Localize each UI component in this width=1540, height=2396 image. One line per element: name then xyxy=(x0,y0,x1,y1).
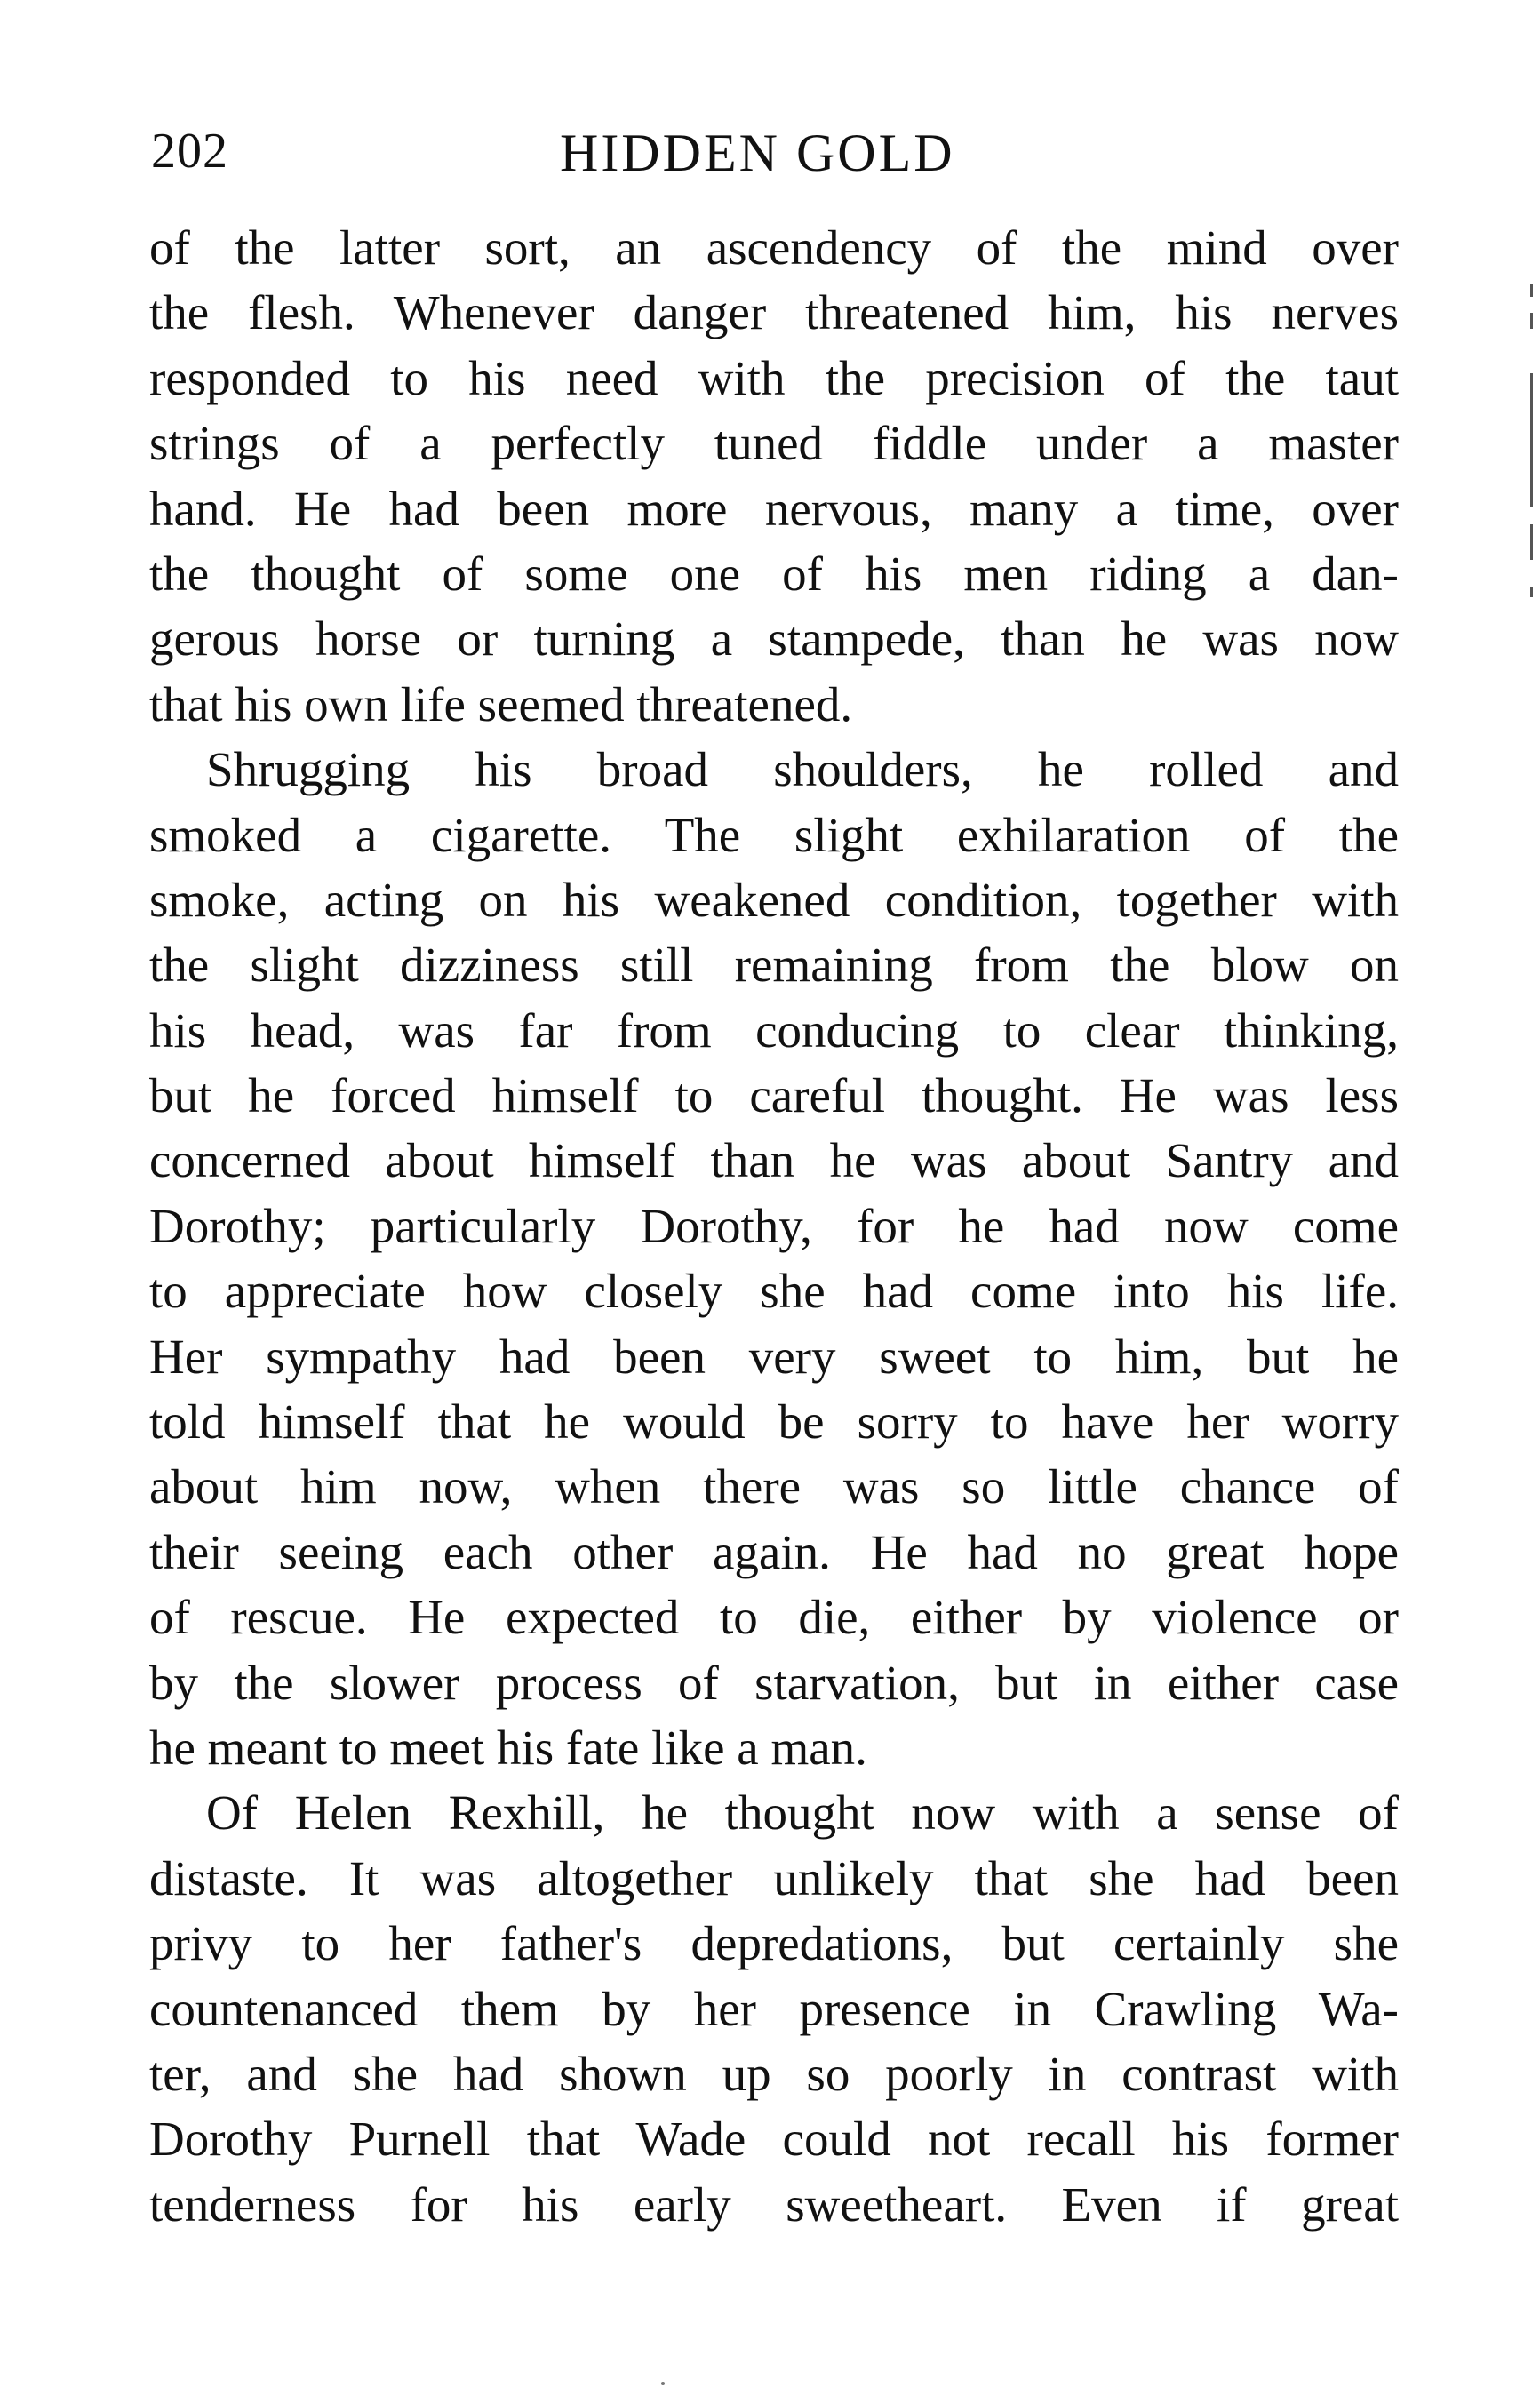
text-line: Her sympathy had been very sweet to him, but he xyxy=(149,1329,1399,1384)
text-line: Shrugging his broad shoulders, he rolled and xyxy=(206,742,1399,797)
text-line: Of Helen Rexhill, he thought now with a sense of xyxy=(206,1785,1399,1841)
text-line: their seeing each other again. He had no great hope xyxy=(149,1524,1399,1579)
text-line: distaste. It was altogether unlikely that she had been xyxy=(149,1850,1399,1905)
paragraph xyxy=(149,737,1399,1780)
text-line: hand. He had been more nervous, many a time, over xyxy=(149,481,1399,536)
text-line: privy to her father's depredations, but certainly she xyxy=(149,1916,1399,1971)
text-line: the thought of some one of his men riding a dan- xyxy=(149,546,1399,601)
text-line: told himself that he would be sorry to have her worry xyxy=(149,1394,1399,1450)
scan-margin-mark xyxy=(1530,284,1533,297)
text-line: smoke, acting on his weakened condition, together with xyxy=(149,872,1399,927)
text-line: to appreciate how closely she had come into his life. xyxy=(149,1264,1399,1319)
scan-margin-mark xyxy=(1530,524,1533,560)
scan-speck xyxy=(661,2382,665,2385)
page-number: 202 xyxy=(151,124,228,179)
scan-margin-mark xyxy=(1530,587,1533,597)
text-line: of rescue. He expected to die, either by violence or xyxy=(149,1590,1399,1645)
page-header xyxy=(151,123,1404,203)
running-head: HIDDEN GOLD xyxy=(560,124,955,182)
text-line: ter, and she had shown up so poorly in contrast with xyxy=(149,2046,1399,2101)
scan-margin-mark xyxy=(1530,313,1533,329)
text-line: by the slower process of starvation, but in either case xyxy=(149,1655,1399,1710)
text-line: Dorothy Purnell that Wade could not recall his former xyxy=(149,2112,1399,2167)
text-line: responded to his need with the precision of the taut xyxy=(149,350,1399,405)
text-line: his head, was far from conducing to clear thinking, xyxy=(149,1002,1399,1058)
text-line: the flesh. Whenever danger threatened him, his nerves xyxy=(149,285,1399,340)
text-line: strings of a perfectly tuned fiddle under a master xyxy=(149,416,1399,471)
text-line: he meant to meet his fate like a man. xyxy=(149,1720,867,1775)
paragraph xyxy=(149,1780,1399,2237)
text-line: smoked a cigarette. The slight exhilaration of the xyxy=(149,807,1399,862)
text-line: but he forced himself to careful thought. He was less xyxy=(149,1068,1399,1123)
text-line: tenderness for his early sweetheart. Even if great xyxy=(149,2176,1399,2232)
body-text xyxy=(149,215,1399,2237)
text-line: about him now, when there was so little chance of xyxy=(149,1459,1399,1514)
paragraph xyxy=(149,215,1399,737)
text-line: that his own life seemed threatened. xyxy=(149,676,853,731)
text-line: the slight dizziness still remaining from the blow on xyxy=(149,938,1399,993)
text-line: countenanced them by her presence in Crawling Wa- xyxy=(149,1981,1399,2036)
text-line: of the latter sort, an ascendency of the mind over xyxy=(149,220,1399,275)
text-line: concerned about himself than he was about Santry and xyxy=(149,1133,1399,1188)
text-line: Dorothy; particularly Dorothy, for he had now come xyxy=(149,1198,1399,1253)
text-line: gerous horse or turning a stampede, than he was now xyxy=(149,611,1399,667)
scan-margin-mark xyxy=(1530,373,1533,507)
